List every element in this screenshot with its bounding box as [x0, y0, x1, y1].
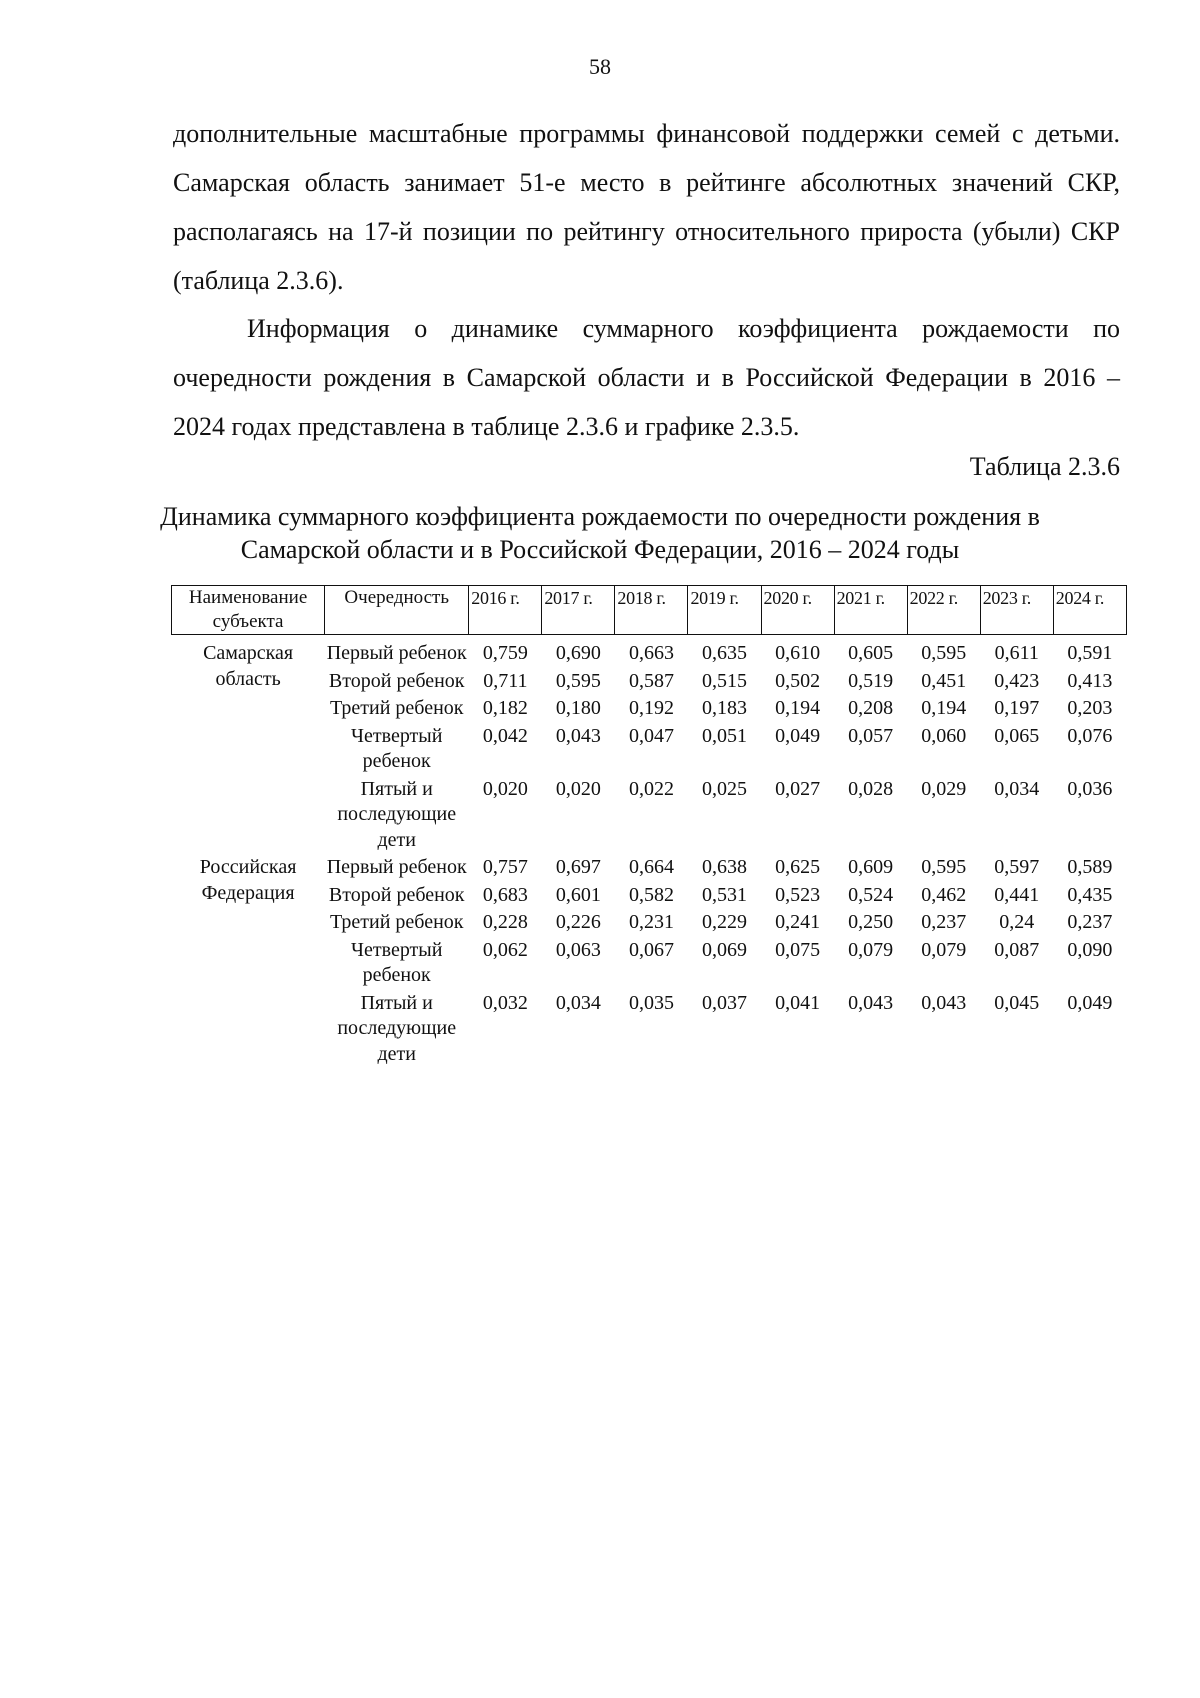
value-cell: 0,063: [555, 938, 601, 961]
value-cell: 0,24: [999, 911, 1035, 933]
value-cell: 0,041: [775, 991, 821, 1014]
order-cell: Первый ребенок: [326, 642, 467, 664]
value-cell: 0,711: [483, 669, 528, 692]
paragraph-1-text: дополнительные масштабные программы финансовой поддержки семей с детьми. Самарская область занимает 51-е место в рейтинге абсолютных значений СКР, располагаясь на 17-й позиции по рейтингу относительного прироста (убыли) СКР (таблица 2.3.6).: [173, 119, 1120, 295]
value-cell: 0,182: [482, 697, 528, 719]
value-cell: 0,502: [775, 669, 821, 692]
value-cell: 0,690: [555, 642, 601, 664]
value-cell: 0,194: [775, 697, 821, 719]
value-cell: 0,609: [848, 856, 894, 878]
order-cell: Третий ребенок: [329, 911, 464, 933]
value-cell: 0,589: [1067, 856, 1113, 878]
value-cell: 0,591: [1067, 642, 1113, 664]
header-year: 2017 г.: [542, 586, 615, 635]
value-cell: 0,076: [1067, 724, 1113, 747]
order-cell: Пятый и последующие дети: [337, 991, 457, 1065]
value-cell: 0,035: [628, 991, 674, 1014]
value-cell: 0,051: [702, 724, 748, 747]
order-cell: Третий ребенок: [329, 697, 464, 719]
value-cell: 0,090: [1067, 938, 1113, 961]
value-cell: 0,519: [848, 669, 894, 692]
value-cell: 0,228: [482, 911, 528, 933]
value-cell: 0,226: [555, 911, 601, 933]
value-cell: 0,697: [555, 856, 601, 878]
value-cell: 0,057: [848, 724, 894, 747]
value-cell: 0,022: [628, 777, 674, 800]
birth-rate-table: [171, 585, 1127, 1067]
value-cell: 0,595: [921, 856, 967, 878]
value-cell: 0,582: [628, 883, 674, 906]
value-cell: 0,034: [994, 777, 1040, 800]
header-year: 2018 г.: [615, 586, 688, 635]
value-cell: 0,531: [702, 883, 748, 906]
value-cell: 0,194: [921, 697, 967, 719]
value-cell: 0,625: [775, 856, 821, 878]
value-cell: 0,423: [994, 669, 1040, 692]
header-year: 2020 г.: [761, 586, 834, 635]
value-cell: 0,515: [702, 669, 748, 692]
table-header-row: [172, 586, 1127, 635]
value-cell: 0,663: [628, 642, 674, 664]
value-cell: 0,595: [555, 669, 601, 692]
value-cell: 0,237: [921, 911, 967, 933]
value-cell: 0,595: [921, 642, 967, 664]
value-cell: 0,605: [848, 642, 894, 664]
table-row: [172, 853, 1127, 881]
header-year: 2022 г.: [907, 586, 980, 635]
value-cell: 0,042: [482, 724, 528, 747]
table-caption: Динамика суммарного коэффициента рождаемости по очередности рождения в Самарской области и в Российской Федерации, 2016 – 2024 годы: [160, 502, 1040, 564]
value-cell: 0,183: [702, 697, 748, 719]
value-cell: 0,032: [482, 991, 528, 1014]
value-cell: 0,060: [921, 724, 967, 747]
paragraph-1: [173, 109, 1120, 305]
value-cell: 0,611: [994, 642, 1039, 664]
value-cell: 0,045: [994, 991, 1040, 1014]
value-cell: 0,036: [1067, 777, 1113, 800]
header-year: 2023 г.: [980, 586, 1053, 635]
table-body: [172, 635, 1127, 1068]
table-label: Таблица 2.3.6: [969, 452, 1120, 481]
paragraph-2: [173, 304, 1120, 451]
value-cell: 0,034: [555, 991, 601, 1014]
value-cell: 0,601: [555, 883, 601, 906]
subject-cell: Самарская область: [203, 642, 294, 690]
value-cell: 0,065: [994, 724, 1040, 747]
value-cell: 0,062: [482, 938, 528, 961]
header-year: 2019 г.: [688, 586, 761, 635]
value-cell: 0,524: [848, 883, 894, 906]
paragraph-2-text: Информация о динамике суммарного коэффициента рождаемости по очередности рождения в Самарской области и в Российской Федерации в 2016 – 2024 годах представлена в таблице 2.3.6 и графике 2.3.5.: [173, 314, 1120, 441]
order-cell: Четвертый ребенок: [351, 938, 443, 986]
value-cell: 0,638: [702, 856, 748, 878]
header-year: 2021 г.: [834, 586, 907, 635]
value-cell: 0,208: [848, 697, 894, 719]
order-cell: Первый ребенок: [326, 856, 467, 878]
header-subject: Наименование субъекта: [172, 586, 325, 635]
header-order: Очередность: [325, 586, 469, 635]
order-cell: Второй ребенок: [328, 883, 465, 906]
value-cell: 0,079: [848, 938, 894, 961]
value-cell: 0,237: [1067, 911, 1113, 933]
value-cell: 0,037: [702, 991, 748, 1014]
value-cell: 0,231: [628, 911, 674, 933]
value-cell: 0,067: [628, 938, 674, 961]
value-cell: 0,683: [482, 883, 528, 906]
value-cell: 0,043: [555, 724, 601, 747]
value-cell: 0,047: [628, 724, 674, 747]
page-number: 58: [589, 54, 611, 79]
table-row: [172, 635, 1127, 667]
value-cell: 0,759: [482, 642, 528, 664]
value-cell: 0,192: [628, 697, 674, 719]
value-cell: 0,664: [628, 856, 674, 878]
value-cell: 0,229: [702, 911, 748, 933]
value-cell: 0,610: [775, 642, 821, 664]
value-cell: 0,462: [921, 883, 967, 906]
value-cell: 0,043: [848, 991, 894, 1014]
value-cell: 0,069: [702, 938, 748, 961]
value-cell: 0,435: [1067, 883, 1113, 906]
order-cell: Пятый и последующие дети: [337, 777, 457, 851]
value-cell: 0,757: [482, 856, 528, 878]
value-cell: 0,049: [1067, 991, 1113, 1014]
value-cell: 0,028: [848, 777, 894, 800]
value-cell: 0,087: [994, 938, 1040, 961]
value-cell: 0,043: [921, 991, 967, 1014]
value-cell: 0,025: [702, 777, 748, 800]
value-cell: 0,027: [775, 777, 821, 800]
value-cell: 0,079: [921, 938, 967, 961]
value-cell: 0,413: [1067, 669, 1113, 692]
value-cell: 0,441: [994, 883, 1040, 906]
value-cell: 0,203: [1067, 697, 1113, 719]
value-cell: 0,029: [921, 777, 967, 800]
value-cell: 0,241: [775, 911, 821, 933]
subject-cell: Российская Федерация: [199, 856, 297, 904]
value-cell: 0,180: [555, 697, 601, 719]
order-cell: Четвертый ребенок: [351, 724, 443, 772]
header-year: 2016 г.: [469, 586, 542, 635]
value-cell: 0,075: [775, 938, 821, 961]
order-cell: Второй ребенок: [328, 669, 465, 692]
value-cell: 0,197: [994, 697, 1040, 719]
value-cell: 0,587: [628, 669, 674, 692]
value-cell: 0,523: [775, 883, 821, 906]
value-cell: 0,597: [994, 856, 1040, 878]
value-cell: 0,250: [848, 911, 894, 933]
value-cell: 0,020: [555, 777, 601, 800]
header-year: 2024 г.: [1053, 586, 1126, 635]
value-cell: 0,020: [482, 777, 528, 800]
value-cell: 0,451: [921, 669, 967, 692]
value-cell: 0,635: [702, 642, 748, 664]
value-cell: 0,049: [775, 724, 821, 747]
